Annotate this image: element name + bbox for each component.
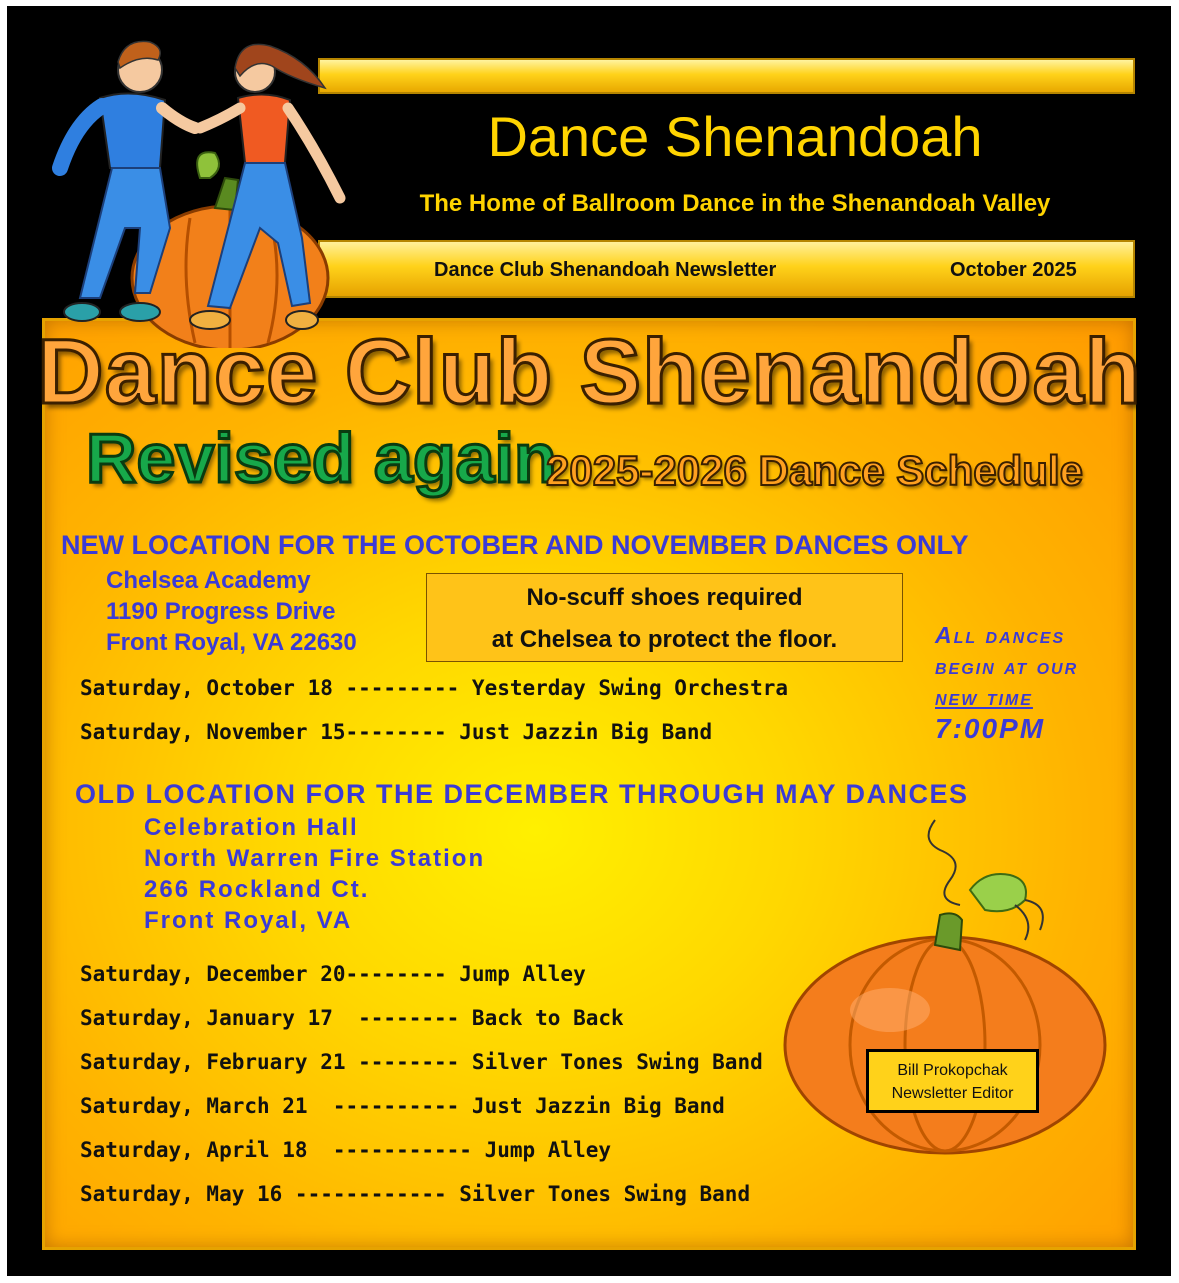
dance-row: Saturday, February 21 -------- Silver Tones Swing Band bbox=[80, 1050, 763, 1074]
editor-role: Newsletter Editor bbox=[891, 1085, 1014, 1102]
site-title: Dance Shenandoah bbox=[487, 105, 983, 168]
dancing-couple-illustration bbox=[40, 28, 370, 348]
dance-row: Saturday, December 20-------- Jump Alley bbox=[80, 962, 586, 986]
note-line: at Chelsea to protect the floor. bbox=[491, 626, 838, 653]
revised-label: Revised again bbox=[86, 419, 557, 497]
site-tagline: The Home of Ballroom Dance in the Shenandoah Valley bbox=[419, 190, 1051, 217]
club-title: Dance Club Shenandoah bbox=[37, 321, 1142, 423]
address-line: 266 Rockland Ct. bbox=[144, 876, 370, 903]
time-note-line: begin at our bbox=[935, 653, 1079, 679]
note-line: No-scuff shoes required bbox=[526, 584, 803, 611]
dance-row: Saturday, October 18 --------- Yesterday Swing Orchestra bbox=[80, 676, 789, 700]
dance-row: Saturday, November 15-------- Just Jazzin Big Band bbox=[80, 720, 713, 744]
address-line: North Warren Fire Station bbox=[144, 845, 486, 872]
start-time: 7:00PM bbox=[935, 713, 1046, 744]
editor-name: Bill Prokopchak bbox=[897, 1062, 1008, 1079]
dance-row: Saturday, January 17 -------- Back to Back bbox=[80, 1006, 624, 1030]
newsletter-date: October 2025 bbox=[950, 259, 1077, 281]
old-location-dance-list bbox=[80, 952, 763, 1216]
time-note-line: new time bbox=[935, 684, 1033, 710]
address-line: 1190 Progress Drive bbox=[106, 598, 336, 625]
new-location-dance-list bbox=[80, 666, 788, 754]
address-line: Chelsea Academy bbox=[106, 567, 311, 594]
time-note-line: All dances bbox=[935, 622, 1066, 648]
address-line: Front Royal, VA bbox=[144, 907, 353, 934]
new-location-heading: NEW LOCATION FOR THE OCTOBER AND NOVEMBER DANCES ONLY bbox=[61, 530, 969, 560]
shoes-note-box bbox=[426, 573, 903, 662]
editor-credit-box bbox=[866, 1049, 1039, 1113]
new-location-address bbox=[106, 565, 357, 658]
dance-row: Saturday, May 16 ------------ Silver Tones Swing Band bbox=[80, 1182, 751, 1206]
schedule-title: 2025-2026 Dance Schedule bbox=[546, 447, 1083, 494]
old-location-address bbox=[144, 812, 485, 936]
dance-row: Saturday, April 18 ----------- Jump Alley bbox=[80, 1138, 612, 1162]
address-line: Front Royal, VA 22630 bbox=[106, 629, 357, 656]
newsletter-name: Dance Club Shenandoah Newsletter bbox=[434, 259, 777, 281]
header-gold-bar bbox=[318, 58, 1135, 94]
address-line: Celebration Hall bbox=[144, 814, 359, 841]
old-location-heading: OLD LOCATION FOR THE DECEMBER THROUGH MAY DANCES bbox=[75, 779, 969, 809]
time-note bbox=[935, 620, 1078, 744]
dance-row: Saturday, March 21 ---------- Just Jazzin Big Band bbox=[80, 1094, 725, 1118]
